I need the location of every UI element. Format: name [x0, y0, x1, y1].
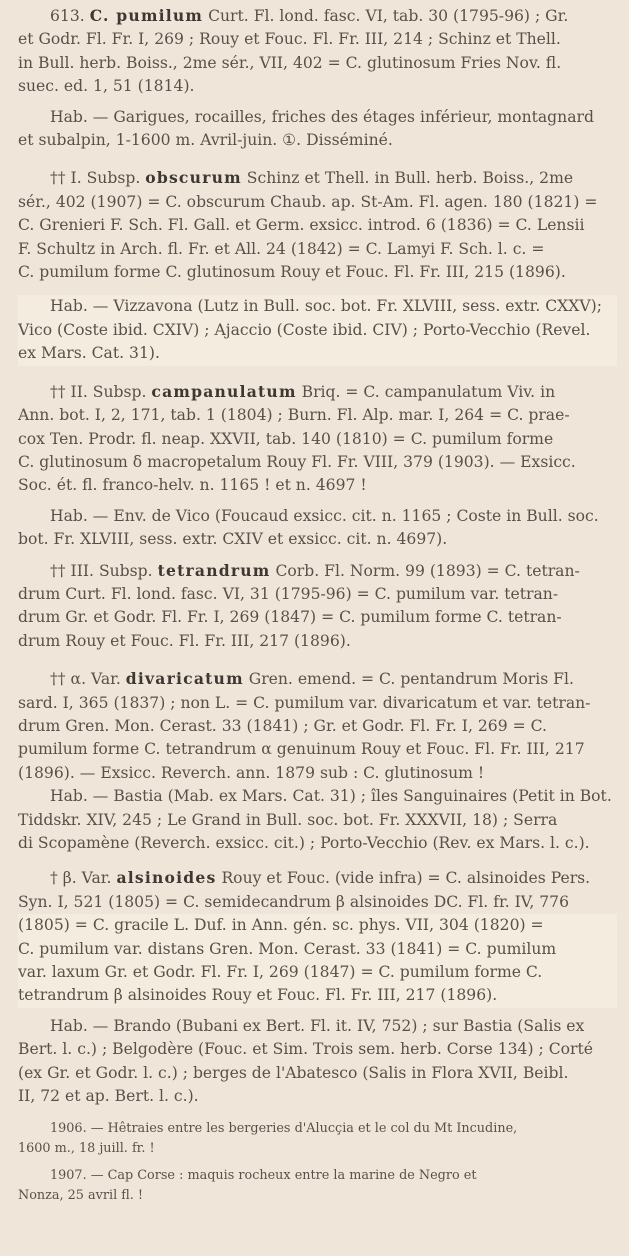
taxon-line: Rouy et Fouc. (vide infra) = C. alsinoides Pers.: [216, 869, 591, 888]
taxon-line: C. glutinosum δ macropetalum Rouy Fl. Fr. VIII, 379 (1903). — Exsicc.: [18, 452, 576, 471]
habitat-line: Hab. — Brando (Bubani ex Bert. Fl. it. IV, 752) ; sur Bastia (Salis ex: [50, 1016, 585, 1035]
species-entry: [18, 4, 617, 152]
taxon-name: alsinoides: [116, 868, 217, 888]
note-line: 1906. — Hêtraies entre les bergeries d'Alucçia et le col du Mt Incudine,: [50, 1121, 518, 1137]
habitat-line: Vico (Coste ibid. CXIV) ; Ajaccio (Coste ibid. CIV) ; Porto-Vecchio (Revel.: [18, 319, 617, 342]
taxon-line: pumilum forme C. tetrandrum α genuinum Rouy et Fouc. Fl. Fr. III, 217: [18, 740, 585, 759]
taxon-name: obscurum: [145, 168, 242, 188]
collection-notes: [18, 1119, 617, 1206]
note-line: 1600 m., 18 juill. fr. !: [18, 1141, 155, 1157]
species-name: C. pumilum: [89, 6, 204, 25]
entry-line: et Godr. Fl. Fr. I, 269 ; Rouy et Fouc. Fl. Fr. III, 214 ; Schinz et Thell.: [18, 30, 561, 49]
habitat-line: Hab. — Vizzavona (Lutz in Bull. soc. bot. Fr. XLVIII, sess. extr. CXXV);: [18, 295, 617, 318]
taxon-line: Briq. = C. campanulatum Viv. in: [296, 382, 556, 401]
taxon-line: C. pumilum forme C. glutinosum Rouy et Fouc. Fl. Fr. III, 215 (1896).: [18, 263, 566, 282]
taxon-line: F. Schultz in Arch. fl. Fr. et All. 24 (1842) = C. Lamyi F. Sch. l. c. =: [18, 239, 545, 258]
taxon-mark: †† I. Subsp.: [50, 169, 141, 188]
entry-line: suec. ed. 1, 51 (1814).: [18, 77, 195, 96]
habitat-line: Tiddskr. XIV, 245 ; Le Grand in Bull. soc. bot. Fr. XXXVII, 18) ; Serra: [18, 810, 558, 829]
taxon-line: Syn. I, 521 (1805) = C. semidecandrum β alsinoides DC. Fl. fr. IV, 776: [18, 892, 570, 911]
habitat-line: (ex Gr. et Godr. l. c.) ; berges de l'Abatesco (Salis in Flora XVII, Beibl.: [18, 1063, 569, 1082]
entry-line: Curt. Fl. lond. fasc. VI, tab. 30 (1795-96) ; Gr.: [203, 7, 569, 25]
taxon-line: drum Rouy et Fouc. Fl. Fr. III, 217 (1896).: [18, 631, 351, 650]
taxon-line: (1896). — Exsicc. Reverch. ann. 1879 sub : C. glutinosum !: [18, 763, 485, 782]
taxon-line: Soc. ét. fl. franco-helv. n. 1165 ! et n. 4697 !: [18, 476, 367, 495]
taxon-line: cox Ten. Prodr. fl. neap. XXVII, tab. 140 (1810) = C. pumilum forme: [18, 429, 554, 448]
habitat-line: II, 72 et ap. Bert. l. c.).: [18, 1087, 199, 1106]
entry-number: 613.: [50, 7, 85, 25]
taxon-line: C. pumilum var. distans Gren. Mon. Cerast. 33 (1841) = C. pumilum: [18, 938, 617, 961]
habitat-line: Bert. l. c.) ; Belgodère (Fouc. et Sim. Trois sem. herb. Corse 134) ; Corté: [18, 1040, 593, 1059]
habitat-line: ex Mars. Cat. 31).: [18, 342, 617, 365]
taxon-line: drum Gren. Mon. Cerast. 33 (1841) ; Gr. et Godr. Fl. Fr. I, 269 = C.: [18, 716, 547, 735]
taxon-line: var. laxum Gr. et Godr. Fl. Fr. I, 269 (1847) = C. pumilum forme C.: [18, 961, 617, 984]
subspecies-obscurum: [18, 166, 617, 365]
taxon-line: sér., 402 (1907) = C. obscurum Chaub. ap. St-Am. Fl. agen. 180 (1821) =: [18, 192, 598, 211]
habitat-line: di Scopamène (Reverch. exsicc. cit.) ; Porto-Vecchio (Rev. ex Mars. l. c.).: [18, 834, 590, 852]
habitat-line: Hab. — Bastia (Mab. ex Mars. Cat. 31) ; îles Sanguinaires (Petit in Bot.: [50, 787, 612, 806]
taxon-mark: †† III. Subsp.: [50, 561, 153, 580]
taxon-mark: †† II. Subsp.: [50, 382, 147, 401]
note-line: Nonza, 25 avril fl. !: [18, 1188, 144, 1204]
taxon-line: Corb. Fl. Norm. 99 (1893) = C. tetran-: [270, 561, 580, 580]
taxon-line: sard. I, 365 (1837) ; non L. = C. pumilum var. divaricatum et var. tetran-: [18, 693, 591, 712]
taxon-line: Schinz et Thell. in Bull. herb. Boiss., 2me: [241, 169, 574, 188]
subspecies-campanulatum: [18, 380, 617, 552]
taxon-mark: †† α. Var.: [50, 670, 121, 689]
taxon-name: tetrandrum: [157, 560, 271, 580]
taxon-line: (1805) = C. gracile L. Duf. in Ann. gén. sc. phys. VII, 304 (1820) =: [18, 914, 617, 937]
note-line: 1907. — Cap Corse : maquis rocheux entre la marine de Negro et: [50, 1168, 477, 1184]
variety-divaricatum: [18, 667, 617, 855]
taxon-line: tetrandrum β alsinoides Rouy et Fouc. Fl. Fr. III, 217 (1896).: [18, 984, 617, 1007]
taxon-name: divaricatum: [125, 669, 244, 689]
taxon-line: drum Curt. Fl. lond. fasc. VI, 31 (1795-96) = C. pumilum var. tetran-: [18, 584, 559, 603]
habitat-line: et subalpin, 1-1600 m. Avril-juin. ①. Disséminé.: [18, 131, 393, 150]
taxon-mark: † β. Var.: [50, 869, 112, 888]
entry-line: in Bull. herb. Boiss., 2me sér., VII, 402 = C. glutinosum Fries Nov. fl.: [18, 53, 562, 72]
habitat-line: bot. Fr. XLVIII, sess. extr. CXIV et exsicc. cit. n. 4697).: [18, 530, 448, 549]
taxon-line: Ann. bot. I, 2, 171, tab. 1 (1804) ; Burn. Fl. Alp. mar. I, 264 = C. prae-: [18, 406, 570, 425]
taxon-line: drum Gr. et Godr. Fl. Fr. I, 269 (1847) = C. pumilum forme C. tetran-: [18, 608, 562, 627]
habitat-line: Hab. — Garigues, rocailles, friches des étages inférieur, montagnard: [50, 107, 594, 126]
subspecies-tetrandrum: [18, 559, 617, 654]
taxon-line: C. Grenieri F. Sch. Fl. Gall. et Germ. exsicc. introd. 6 (1836) = C. Lensii: [18, 216, 585, 235]
habitat-line: Hab. — Env. de Vico (Foucaud exsicc. cit. n. 1165 ; Coste in Bull. soc.: [50, 506, 599, 525]
taxon-line: Gren. emend. = C. pentandrum Moris Fl.: [243, 670, 574, 689]
taxon-name: campanulatum: [151, 381, 297, 401]
variety-alsinoides: [18, 866, 617, 1108]
